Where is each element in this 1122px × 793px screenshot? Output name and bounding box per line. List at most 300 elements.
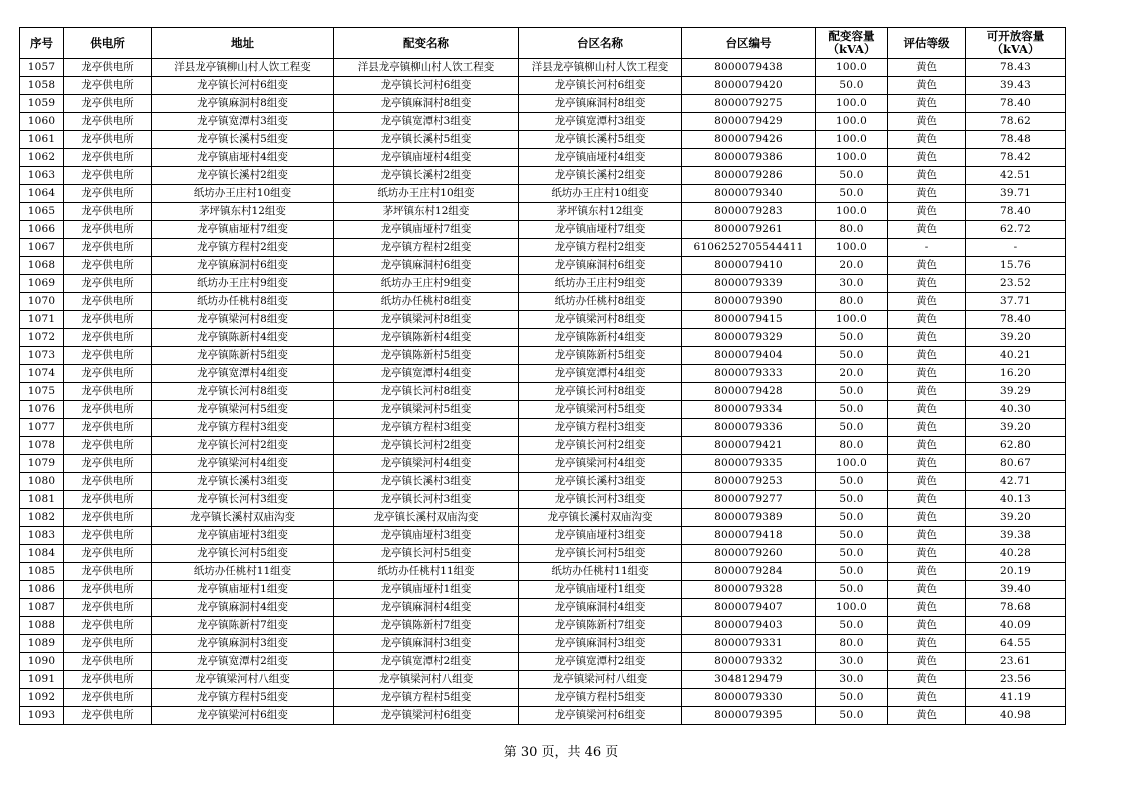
station-cell: 龙亭供电所 <box>64 653 152 671</box>
station-cell: 龙亭供电所 <box>64 419 152 437</box>
capacity-cell: 100.0 <box>816 311 888 329</box>
open-capacity-cell: 78.40 <box>966 311 1066 329</box>
transformer-cell: 龙亭镇长溪村2组变 <box>334 167 519 185</box>
area-code-cell: 8000079336 <box>682 419 816 437</box>
area-cell: 龙亭镇麻洞村8组变 <box>519 95 682 113</box>
transformer-cell: 龙亭镇麻洞村4组变 <box>334 599 519 617</box>
open-capacity-cell: 39.38 <box>966 527 1066 545</box>
area-cell: 纸坊办任桃村11组变 <box>519 563 682 581</box>
station-cell: 龙亭供电所 <box>64 527 152 545</box>
area-cell: 龙亭镇宽潭村3组变 <box>519 113 682 131</box>
capacity-cell: 50.0 <box>816 563 888 581</box>
station-cell: 龙亭供电所 <box>64 131 152 149</box>
station-cell: 龙亭供电所 <box>64 293 152 311</box>
table-row <box>20 149 1066 167</box>
capacity-cell: 50.0 <box>816 473 888 491</box>
grade-cell: - <box>888 239 966 257</box>
address-cell: 龙亭镇长河村2组变 <box>152 437 334 455</box>
capacity-cell: 20.0 <box>816 257 888 275</box>
area-cell: 龙亭镇长河村5组变 <box>519 545 682 563</box>
station-cell: 龙亭供电所 <box>64 167 152 185</box>
area-code-cell: 8000079329 <box>682 329 816 347</box>
transformer-cell: 龙亭镇梁河村8组变 <box>334 311 519 329</box>
area-code-cell: 8000079330 <box>682 689 816 707</box>
capacity-cell: 100.0 <box>816 95 888 113</box>
area-code-cell: 8000079253 <box>682 473 816 491</box>
address-cell: 龙亭镇梁河村8组变 <box>152 311 334 329</box>
area-cell: 龙亭镇梁河村八组变 <box>519 671 682 689</box>
station-cell: 龙亭供电所 <box>64 491 152 509</box>
address-cell: 纸坊办王庄村9组变 <box>152 275 334 293</box>
address-cell: 龙亭镇方程村5组变 <box>152 689 334 707</box>
area-cell: 茅坪镇东村12组变 <box>519 203 682 221</box>
grade-cell: 黄色 <box>888 473 966 491</box>
open-capacity-cell: 78.62 <box>966 113 1066 131</box>
grade-cell: 黄色 <box>888 635 966 653</box>
transformer-cell: 龙亭镇长溪村双庙沟变 <box>334 509 519 527</box>
capacity-cell: 100.0 <box>816 131 888 149</box>
station-cell: 龙亭供电所 <box>64 599 152 617</box>
table-body <box>20 59 1066 725</box>
station-cell: 龙亭供电所 <box>64 581 152 599</box>
transformer-cell: 龙亭镇长河村5组变 <box>334 545 519 563</box>
area-cell: 龙亭镇梁河村5组变 <box>519 401 682 419</box>
seq-cell: 1089 <box>20 635 64 653</box>
area-code-cell: 8000079418 <box>682 527 816 545</box>
grade-cell: 黄色 <box>888 707 966 725</box>
seq-cell: 1064 <box>20 185 64 203</box>
transformer-cell: 龙亭镇长河村6组变 <box>334 77 519 95</box>
capacity-cell: 50.0 <box>816 707 888 725</box>
table-row <box>20 653 1066 671</box>
area-cell: 龙亭镇梁河村4组变 <box>519 455 682 473</box>
capacity-cell: 80.0 <box>816 293 888 311</box>
open-capacity-cell: 37.71 <box>966 293 1066 311</box>
area-code-cell: 8000079331 <box>682 635 816 653</box>
table-row <box>20 365 1066 383</box>
grade-cell: 黄色 <box>888 527 966 545</box>
capacity-cell: 50.0 <box>816 617 888 635</box>
transformer-cell: 龙亭镇陈新村7组变 <box>334 617 519 635</box>
station-cell: 龙亭供电所 <box>64 257 152 275</box>
open-capacity-cell: 40.30 <box>966 401 1066 419</box>
open-capacity-cell: 39.71 <box>966 185 1066 203</box>
grade-cell: 黄色 <box>888 329 966 347</box>
open-capacity-cell: 39.40 <box>966 581 1066 599</box>
grade-cell: 黄色 <box>888 131 966 149</box>
capacity-cell: 50.0 <box>816 185 888 203</box>
table-row <box>20 257 1066 275</box>
seq-cell: 1081 <box>20 491 64 509</box>
area-code-cell: 8000079332 <box>682 653 816 671</box>
address-cell: 龙亭镇梁河村4组变 <box>152 455 334 473</box>
area-code-cell: 8000079286 <box>682 167 816 185</box>
seq-cell: 1090 <box>20 653 64 671</box>
capacity-cell: 30.0 <box>816 653 888 671</box>
grade-cell: 黄色 <box>888 203 966 221</box>
open-capacity-cell: 39.20 <box>966 329 1066 347</box>
address-cell: 龙亭镇庙垭村4组变 <box>152 149 334 167</box>
open-capacity-cell: 80.67 <box>966 455 1066 473</box>
area-cell: 龙亭镇庙垭村4组变 <box>519 149 682 167</box>
address-cell: 龙亭镇长河村3组变 <box>152 491 334 509</box>
grade-cell: 黄色 <box>888 275 966 293</box>
area-cell: 龙亭镇麻洞村4组变 <box>519 599 682 617</box>
grade-cell: 黄色 <box>888 311 966 329</box>
address-cell: 茅坪镇东村12组变 <box>152 203 334 221</box>
address-cell: 龙亭镇麻洞村6组变 <box>152 257 334 275</box>
table-row <box>20 131 1066 149</box>
station-cell: 龙亭供电所 <box>64 401 152 419</box>
capacity-cell: 50.0 <box>816 329 888 347</box>
address-cell: 龙亭镇陈新村4组变 <box>152 329 334 347</box>
transformer-cell: 龙亭镇宽潭村3组变 <box>334 113 519 131</box>
capacity-cell: 100.0 <box>816 455 888 473</box>
capacity-cell: 50.0 <box>816 383 888 401</box>
header-capacity <box>816 28 888 59</box>
transformer-cell: 龙亭镇庙垭村3组变 <box>334 527 519 545</box>
capacity-cell: 50.0 <box>816 77 888 95</box>
area-cell: 龙亭镇长溪村5组变 <box>519 131 682 149</box>
capacity-cell: 100.0 <box>816 113 888 131</box>
capacity-cell: 80.0 <box>816 437 888 455</box>
grade-cell: 黄色 <box>888 95 966 113</box>
seq-cell: 1088 <box>20 617 64 635</box>
area-cell: 龙亭镇宽潭村2组变 <box>519 653 682 671</box>
station-cell: 龙亭供电所 <box>64 113 152 131</box>
station-cell: 龙亭供电所 <box>64 185 152 203</box>
seq-cell: 1083 <box>20 527 64 545</box>
open-capacity-cell: 41.19 <box>966 689 1066 707</box>
station-cell: 龙亭供电所 <box>64 77 152 95</box>
table-header <box>20 28 1066 59</box>
area-cell: 龙亭镇长河村6组变 <box>519 77 682 95</box>
grade-cell: 黄色 <box>888 365 966 383</box>
open-capacity-cell: 62.80 <box>966 437 1066 455</box>
address-cell: 龙亭镇梁河村八组变 <box>152 671 334 689</box>
station-cell: 龙亭供电所 <box>64 473 152 491</box>
table-row <box>20 527 1066 545</box>
grade-cell: 黄色 <box>888 401 966 419</box>
transformer-cell: 龙亭镇陈新村4组变 <box>334 329 519 347</box>
transformer-cell: 龙亭镇宽潭村2组变 <box>334 653 519 671</box>
header-address: 地址 <box>152 28 334 59</box>
open-capacity-cell: 78.42 <box>966 149 1066 167</box>
transformer-cell: 龙亭镇庙垭村4组变 <box>334 149 519 167</box>
area-code-cell: 8000079426 <box>682 131 816 149</box>
seq-cell: 1077 <box>20 419 64 437</box>
station-cell: 龙亭供电所 <box>64 383 152 401</box>
open-capacity-cell: 20.19 <box>966 563 1066 581</box>
grade-cell: 黄色 <box>888 149 966 167</box>
table-row <box>20 401 1066 419</box>
address-cell: 龙亭镇宽潭村4组变 <box>152 365 334 383</box>
capacity-cell: 100.0 <box>816 203 888 221</box>
area-cell: 龙亭镇陈新村7组变 <box>519 617 682 635</box>
table-row <box>20 563 1066 581</box>
capacity-table <box>19 27 1066 725</box>
area-code-cell: 8000079334 <box>682 401 816 419</box>
area-code-cell: 8000079407 <box>682 599 816 617</box>
station-cell: 龙亭供电所 <box>64 95 152 113</box>
area-code-cell: 8000079335 <box>682 455 816 473</box>
header-open-capacity <box>966 28 1066 59</box>
grade-cell: 黄色 <box>888 347 966 365</box>
area-code-cell: 8000079284 <box>682 563 816 581</box>
open-capacity-cell: 39.20 <box>966 509 1066 527</box>
area-code-cell: 8000079277 <box>682 491 816 509</box>
header-area: 台区名称 <box>519 28 682 59</box>
area-code-cell: 8000079429 <box>682 113 816 131</box>
transformer-cell: 龙亭镇方程村5组变 <box>334 689 519 707</box>
open-capacity-cell: 62.72 <box>966 221 1066 239</box>
station-cell: 龙亭供电所 <box>64 203 152 221</box>
area-code-cell: 8000079339 <box>682 275 816 293</box>
address-cell: 龙亭镇麻洞村4组变 <box>152 599 334 617</box>
transformer-cell: 龙亭镇梁河村5组变 <box>334 401 519 419</box>
transformer-cell: 龙亭镇麻洞村3组变 <box>334 635 519 653</box>
table-row <box>20 95 1066 113</box>
open-capacity-cell: 39.20 <box>966 419 1066 437</box>
transformer-cell: 纸坊办任桃村8组变 <box>334 293 519 311</box>
seq-cell: 1061 <box>20 131 64 149</box>
seq-cell: 1085 <box>20 563 64 581</box>
grade-cell: 黄色 <box>888 545 966 563</box>
station-cell: 龙亭供电所 <box>64 617 152 635</box>
area-cell: 龙亭镇陈新村5组变 <box>519 347 682 365</box>
open-capacity-cell: 40.13 <box>966 491 1066 509</box>
transformer-cell: 龙亭镇长溪村3组变 <box>334 473 519 491</box>
open-capacity-cell: 78.40 <box>966 203 1066 221</box>
grade-cell: 黄色 <box>888 689 966 707</box>
transformer-cell: 龙亭镇梁河村6组变 <box>334 707 519 725</box>
area-code-cell: 8000079328 <box>682 581 816 599</box>
area-code-cell: 3048129479 <box>682 671 816 689</box>
table-row <box>20 545 1066 563</box>
address-cell: 龙亭镇长河村6组变 <box>152 77 334 95</box>
table-row <box>20 689 1066 707</box>
address-cell: 龙亭镇宽潭村2组变 <box>152 653 334 671</box>
table-row <box>20 455 1066 473</box>
station-cell: 龙亭供电所 <box>64 59 152 77</box>
station-cell: 龙亭供电所 <box>64 329 152 347</box>
table-row <box>20 221 1066 239</box>
transformer-cell: 龙亭镇庙垭村1组变 <box>334 581 519 599</box>
capacity-cell: 20.0 <box>816 365 888 383</box>
transformer-cell: 纸坊办王庄村9组变 <box>334 275 519 293</box>
address-cell: 纸坊办任桃村8组变 <box>152 293 334 311</box>
grade-cell: 黄色 <box>888 455 966 473</box>
station-cell: 龙亭供电所 <box>64 275 152 293</box>
seq-cell: 1057 <box>20 59 64 77</box>
station-cell: 龙亭供电所 <box>64 365 152 383</box>
open-capacity-cell: - <box>966 239 1066 257</box>
area-cell: 纸坊办王庄村9组变 <box>519 275 682 293</box>
seq-cell: 1063 <box>20 167 64 185</box>
capacity-cell: 50.0 <box>816 509 888 527</box>
address-cell: 龙亭镇长溪村2组变 <box>152 167 334 185</box>
grade-cell: 黄色 <box>888 59 966 77</box>
area-cell: 龙亭镇庙垭村7组变 <box>519 221 682 239</box>
address-cell: 龙亭镇长河村5组变 <box>152 545 334 563</box>
capacity-cell: 50.0 <box>816 419 888 437</box>
transformer-cell: 龙亭镇梁河村4组变 <box>334 455 519 473</box>
open-capacity-cell: 40.28 <box>966 545 1066 563</box>
station-cell: 龙亭供电所 <box>64 149 152 167</box>
area-code-cell: 8000079275 <box>682 95 816 113</box>
address-cell: 纸坊办王庄村10组变 <box>152 185 334 203</box>
station-cell: 龙亭供电所 <box>64 545 152 563</box>
area-code-cell: 6106252705544411 <box>682 239 816 257</box>
address-cell: 龙亭镇长溪村5组变 <box>152 131 334 149</box>
table-row <box>20 491 1066 509</box>
grade-cell: 黄色 <box>888 671 966 689</box>
area-code-cell: 8000079410 <box>682 257 816 275</box>
area-cell: 龙亭镇麻洞村3组变 <box>519 635 682 653</box>
address-cell: 纸坊办任桃村11组变 <box>152 563 334 581</box>
grade-cell: 黄色 <box>888 383 966 401</box>
grade-cell: 黄色 <box>888 185 966 203</box>
seq-cell: 1076 <box>20 401 64 419</box>
capacity-table-container <box>19 27 1065 725</box>
station-cell: 龙亭供电所 <box>64 221 152 239</box>
address-cell: 龙亭镇陈新村7组变 <box>152 617 334 635</box>
capacity-cell: 80.0 <box>816 221 888 239</box>
capacity-cell: 50.0 <box>816 401 888 419</box>
transformer-cell: 龙亭镇陈新村5组变 <box>334 347 519 365</box>
address-cell: 龙亭镇庙垭村1组变 <box>152 581 334 599</box>
open-capacity-cell: 64.55 <box>966 635 1066 653</box>
open-capacity-cell: 23.61 <box>966 653 1066 671</box>
capacity-cell: 100.0 <box>816 59 888 77</box>
header-open-line1: 可开放容量 <box>986 29 1045 43</box>
transformer-cell: 茅坪镇东村12组变 <box>334 203 519 221</box>
table-row <box>20 293 1066 311</box>
capacity-cell: 30.0 <box>816 671 888 689</box>
area-cell: 纸坊办王庄村10组变 <box>519 185 682 203</box>
seq-cell: 1071 <box>20 311 64 329</box>
area-code-cell: 8000079415 <box>682 311 816 329</box>
area-cell: 纸坊办任桃村8组变 <box>519 293 682 311</box>
station-cell: 龙亭供电所 <box>64 239 152 257</box>
seq-cell: 1065 <box>20 203 64 221</box>
open-capacity-cell: 23.56 <box>966 671 1066 689</box>
area-code-cell: 8000079261 <box>682 221 816 239</box>
area-code-cell: 8000079390 <box>682 293 816 311</box>
station-cell: 龙亭供电所 <box>64 311 152 329</box>
header-area-code: 台区编号 <box>682 28 816 59</box>
seq-cell: 1062 <box>20 149 64 167</box>
address-cell: 龙亭镇长溪村3组变 <box>152 473 334 491</box>
table-row <box>20 113 1066 131</box>
area-code-cell: 8000079283 <box>682 203 816 221</box>
grade-cell: 黄色 <box>888 77 966 95</box>
seq-cell: 1084 <box>20 545 64 563</box>
address-cell: 龙亭镇方程村3组变 <box>152 419 334 437</box>
area-cell: 龙亭镇长溪村双庙沟变 <box>519 509 682 527</box>
transformer-cell: 龙亭镇庙垭村7组变 <box>334 221 519 239</box>
area-cell: 龙亭镇陈新村4组变 <box>519 329 682 347</box>
table-row <box>20 509 1066 527</box>
address-cell: 龙亭镇长溪村双庙沟变 <box>152 509 334 527</box>
area-cell: 龙亭镇长河村3组变 <box>519 491 682 509</box>
capacity-cell: 100.0 <box>816 149 888 167</box>
open-capacity-cell: 40.09 <box>966 617 1066 635</box>
seq-cell: 1058 <box>20 77 64 95</box>
transformer-cell: 龙亭镇麻洞村8组变 <box>334 95 519 113</box>
grade-cell: 黄色 <box>888 293 966 311</box>
station-cell: 龙亭供电所 <box>64 455 152 473</box>
transformer-cell: 龙亭镇梁河村八组变 <box>334 671 519 689</box>
table-row <box>20 383 1066 401</box>
transformer-cell: 龙亭镇宽潭村4组变 <box>334 365 519 383</box>
area-cell: 龙亭镇庙垭村1组变 <box>519 581 682 599</box>
area-cell: 龙亭镇梁河村8组变 <box>519 311 682 329</box>
capacity-cell: 50.0 <box>816 545 888 563</box>
address-cell: 龙亭镇庙垭村3组变 <box>152 527 334 545</box>
grade-cell: 黄色 <box>888 581 966 599</box>
seq-cell: 1075 <box>20 383 64 401</box>
open-capacity-cell: 40.21 <box>966 347 1066 365</box>
area-cell: 洋县龙亭镇柳山村人饮工程变 <box>519 59 682 77</box>
open-capacity-cell: 39.43 <box>966 77 1066 95</box>
transformer-cell: 龙亭镇长河村2组变 <box>334 437 519 455</box>
seq-cell: 1060 <box>20 113 64 131</box>
grade-cell: 黄色 <box>888 599 966 617</box>
transformer-cell: 龙亭镇方程村3组变 <box>334 419 519 437</box>
area-code-cell: 8000079421 <box>682 437 816 455</box>
area-cell: 龙亭镇方程村5组变 <box>519 689 682 707</box>
seq-cell: 1079 <box>20 455 64 473</box>
area-code-cell: 8000079403 <box>682 617 816 635</box>
station-cell: 龙亭供电所 <box>64 707 152 725</box>
seq-cell: 1070 <box>20 293 64 311</box>
open-capacity-cell: 42.71 <box>966 473 1066 491</box>
area-cell: 龙亭镇庙垭村3组变 <box>519 527 682 545</box>
capacity-cell: 50.0 <box>816 347 888 365</box>
page-footer: 第 30 页，共 46 页 <box>503 745 619 760</box>
area-code-cell: 8000079395 <box>682 707 816 725</box>
table-row <box>20 419 1066 437</box>
transformer-cell: 龙亭镇长河村3组变 <box>334 491 519 509</box>
area-cell: 龙亭镇宽潭村4组变 <box>519 365 682 383</box>
capacity-cell: 50.0 <box>816 491 888 509</box>
area-code-cell: 8000079260 <box>682 545 816 563</box>
open-capacity-cell: 78.40 <box>966 95 1066 113</box>
seq-cell: 1092 <box>20 689 64 707</box>
address-cell: 龙亭镇梁河村6组变 <box>152 707 334 725</box>
seq-cell: 1059 <box>20 95 64 113</box>
seq-cell: 1091 <box>20 671 64 689</box>
capacity-cell: 50.0 <box>816 167 888 185</box>
open-capacity-cell: 42.51 <box>966 167 1066 185</box>
area-cell: 龙亭镇麻洞村6组变 <box>519 257 682 275</box>
table-row <box>20 671 1066 689</box>
table-row <box>20 185 1066 203</box>
area-cell: 龙亭镇长溪村2组变 <box>519 167 682 185</box>
area-code-cell: 8000079386 <box>682 149 816 167</box>
capacity-cell: 100.0 <box>816 239 888 257</box>
table-row <box>20 617 1066 635</box>
address-cell: 龙亭镇庙垭村7组变 <box>152 221 334 239</box>
open-capacity-cell: 78.43 <box>966 59 1066 77</box>
transformer-cell: 龙亭镇长溪村5组变 <box>334 131 519 149</box>
table-row <box>20 581 1066 599</box>
transformer-cell: 龙亭镇方程村2组变 <box>334 239 519 257</box>
capacity-cell: 80.0 <box>816 635 888 653</box>
station-cell: 龙亭供电所 <box>64 563 152 581</box>
seq-cell: 1082 <box>20 509 64 527</box>
